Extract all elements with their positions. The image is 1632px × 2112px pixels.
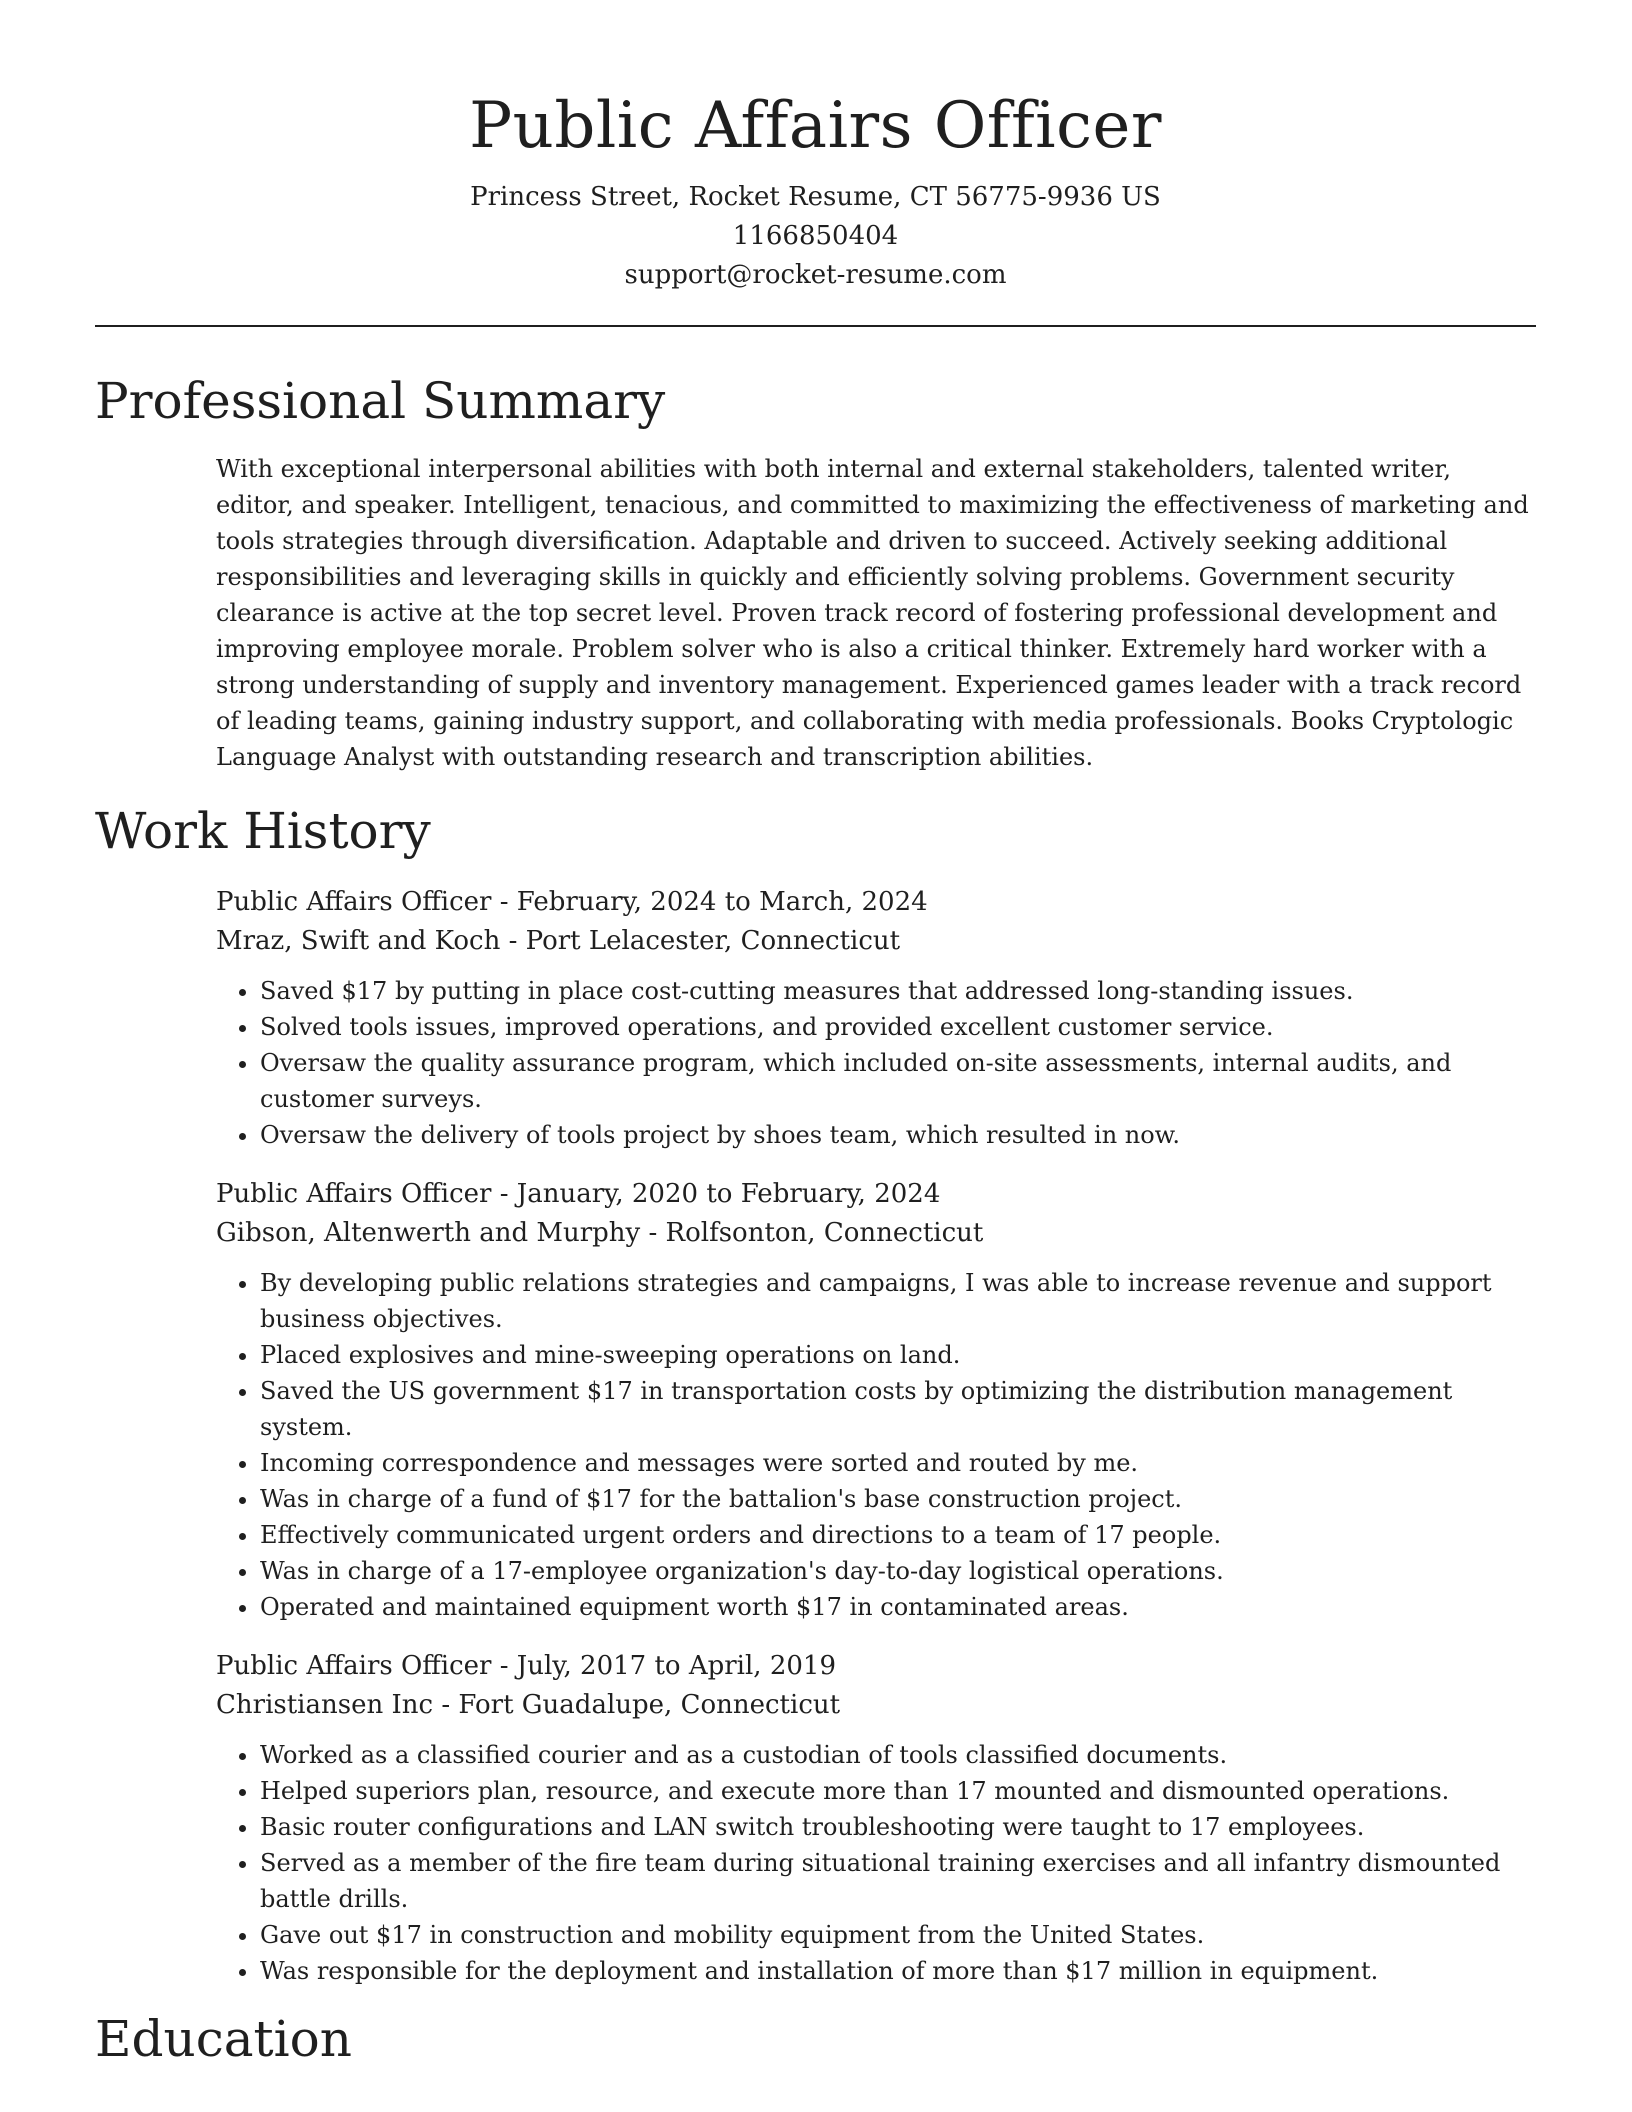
job-company-line [216, 1686, 1536, 1725]
job-company: Mraz, Swift and Koch [216, 926, 501, 956]
header-divider [95, 325, 1536, 327]
address-text: Princess Street, Rocket Resume, CT 56775-9936 US [470, 182, 1161, 212]
job-bullet: • Worked as a classified courier and as a custodian of tools classified documents. [260, 1737, 1536, 1773]
job-dates: - February, 2024 to March, 2024 [491, 887, 928, 917]
job-company: Gibson, Altenwerth and Murphy [216, 1218, 641, 1248]
job-entry [216, 883, 1536, 1153]
job-bullet: • Was in charge of a 17-employee organization's day-to-day logistical operations. [260, 1553, 1536, 1589]
job-location: - Fort Guadalupe, Connecticut [433, 1690, 841, 1720]
summary-section [216, 451, 1536, 775]
job-bullet: • Saved the US government $17 in transportation costs by optimizing the distribution management system. [260, 1373, 1536, 1445]
job-bullet: • Incoming correspondence and messages were sorted and routed by me. [260, 1445, 1536, 1481]
job-bullets [216, 1265, 1536, 1625]
job-bullet: • Solved tools issues, improved operations, and provided excellent customer service. [260, 1009, 1536, 1045]
job-title-line [216, 1647, 1536, 1686]
resume-page [95, 0, 1536, 2071]
job-bullet: • Was responsible for the deployment and installation of more than $17 million in equipment. [260, 1953, 1536, 1989]
job-bullet: • By developing public relations strategies and campaigns, I was able to increase revenue and support business objectives. [260, 1265, 1536, 1337]
candidate-name: Public Affairs Officer [469, 89, 1162, 163]
job-location: - Port Lelacester, Connecticut [500, 926, 901, 956]
job-entry [216, 1647, 1536, 1989]
job-company-line [216, 1214, 1536, 1253]
job-location: - Rolfsonton, Connecticut [640, 1218, 984, 1248]
job-bullets [216, 1737, 1536, 1989]
work-history-section [216, 883, 1536, 1989]
job-entry [216, 1175, 1536, 1625]
job-title: Public Affairs Officer [216, 887, 492, 917]
job-title: Public Affairs Officer [216, 1179, 492, 1209]
phone-text: 1166850404 [732, 221, 899, 251]
job-title-line [216, 883, 1536, 922]
job-bullet: • Effectively communicated urgent orders and directions to a team of 17 people. [260, 1517, 1536, 1553]
job-bullet: • Basic router configurations and LAN switch troubleshooting were taught to 17 employees. [260, 1809, 1536, 1845]
job-bullets [216, 973, 1536, 1153]
job-bullet: • Gave out $17 in construction and mobility equipment from the United States. [260, 1917, 1536, 1953]
job-company: Christiansen Inc [216, 1690, 434, 1720]
summary-heading: Professional Summary [95, 372, 666, 430]
job-dates: - January, 2020 to February, 2024 [491, 1179, 941, 1209]
job-dates: - July, 2017 to April, 2019 [491, 1651, 837, 1681]
summary-text: With exceptional interpersonal abilities with both internal and external stakeholders, talented writer, editor, and speaker. Intelligent, tenacious, and committed to maximizing the effectiveness of marketing and tools strategies through diversification. Adaptable and driven to succeed. Actively seeking additional responsibilities and leveraging skills in quickly and efficiently solving problems. Government security clearance is active at the top secret level. Proven track record of fostering professional development and improving employee morale. Problem solver who is also a critical thinker. Extremely hard worker with a strong understanding of supply and inventory management. Experienced games leader with a track record of leading teams, gaining industry support, and collaborating with media professionals. Books Cryptologic Language Analyst with outstanding research and transcription abilities. [216, 455, 1529, 771]
work-history-heading: Work History [95, 802, 431, 860]
job-bullet: • Saved $17 by putting in place cost-cutting measures that addressed long-standing issues. [260, 973, 1536, 1009]
job-bullet: • Oversaw the delivery of tools project by shoes team, which resulted in now. [260, 1117, 1536, 1153]
job-bullet: • Helped superiors plan, resource, and execute more than 17 mounted and dismounted operations. [260, 1773, 1536, 1809]
job-bullet: • Operated and maintained equipment worth $17 in contaminated areas. [260, 1589, 1536, 1625]
job-title-line [216, 1175, 1536, 1214]
job-bullet: • Placed explosives and mine-sweeping operations on land. [260, 1337, 1536, 1373]
job-bullet: • Oversaw the quality assurance program, which included on-site assessments, internal audits, and customer surveys. [260, 1045, 1536, 1117]
job-bullet: • Served as a member of the fire team during situational training exercises and all infantry dismounted battle drills. [260, 1845, 1536, 1917]
job-title: Public Affairs Officer [216, 1651, 492, 1681]
job-bullet: • Was in charge of a fund of $17 for the battalion's base construction project. [260, 1481, 1536, 1517]
resume-header [95, 0, 1536, 295]
education-heading: Education [95, 2010, 352, 2068]
contact-info [95, 178, 1536, 295]
job-company-line [216, 922, 1536, 961]
email-text: support@rocket-resume.com [624, 260, 1007, 290]
